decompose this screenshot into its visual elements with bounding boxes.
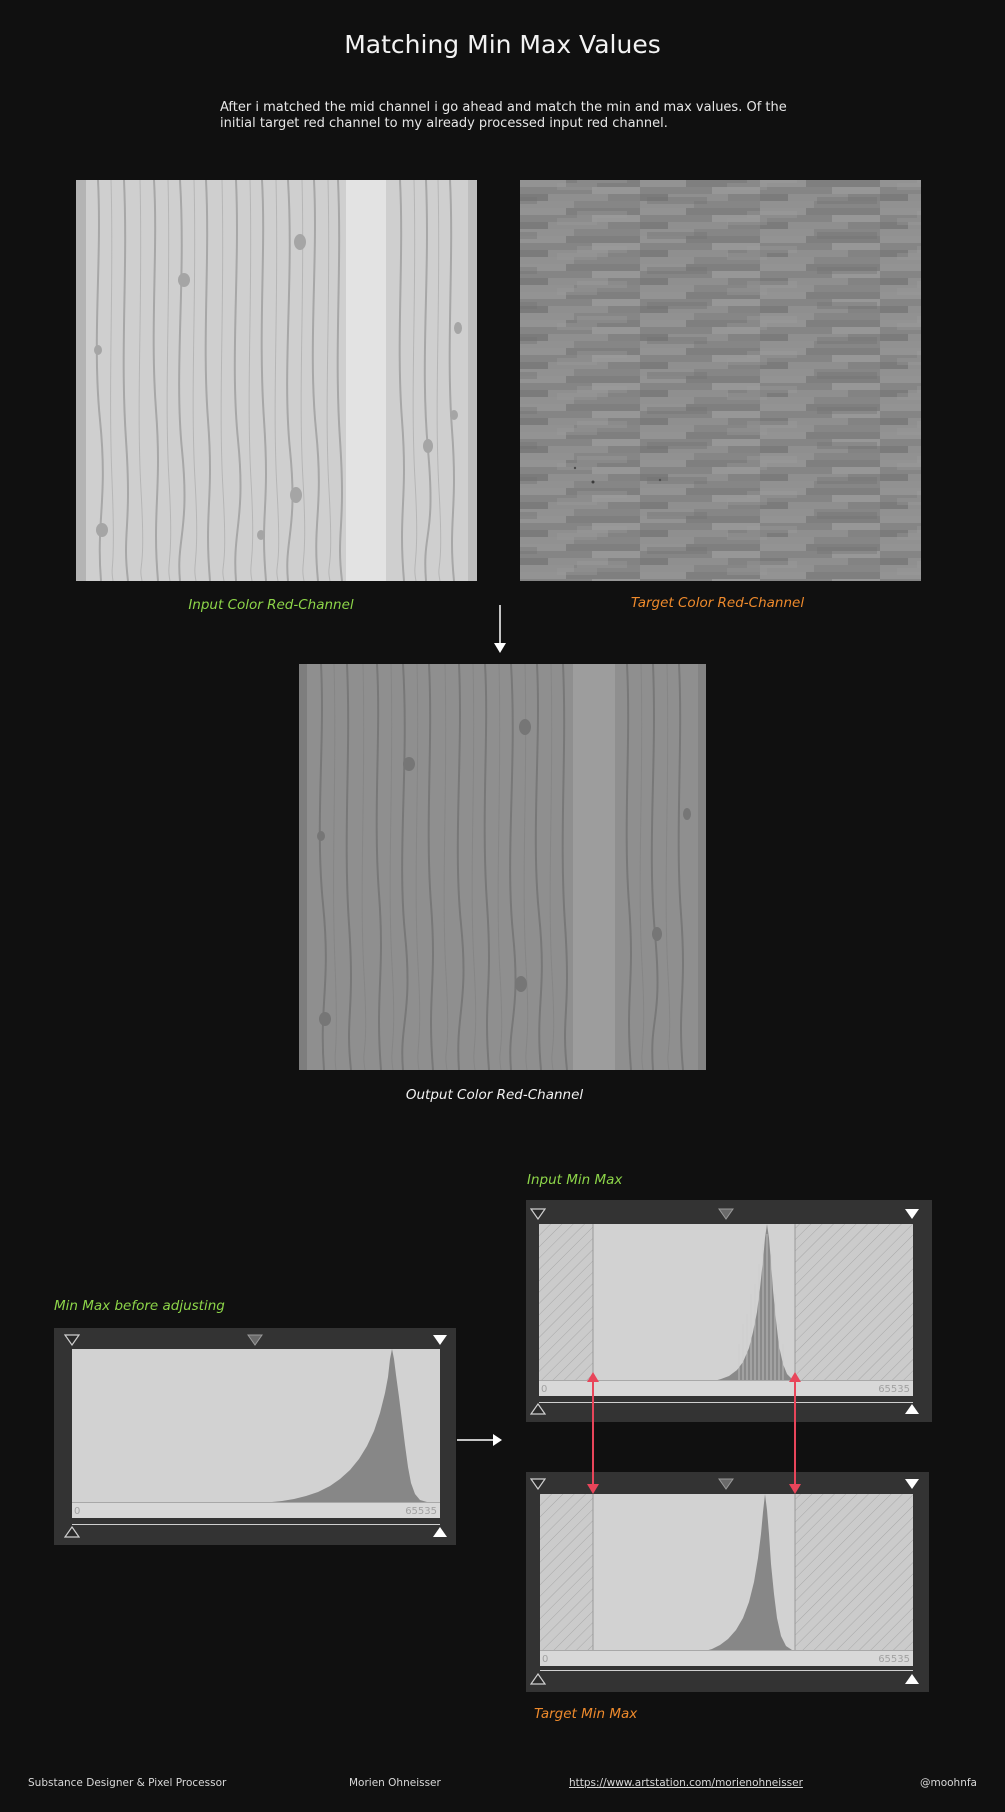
- target-minmax-graph: [540, 1494, 913, 1666]
- before-min-value: 0: [74, 1506, 81, 1517]
- input-red-channel-image: [76, 180, 477, 581]
- target-min-value: 0: [542, 1654, 549, 1665]
- footer-artstation-link[interactable]: https://www.artstation.com/morienohneisser: [569, 1777, 803, 1789]
- target-max-slider-handle-icon[interactable]: [904, 1673, 920, 1685]
- before-histogram-panel: [54, 1328, 456, 1545]
- input-max-output-handle-icon[interactable]: [530, 1208, 546, 1220]
- target-max-value: 65535: [878, 1654, 910, 1665]
- target-min-slider-handle-icon[interactable]: [530, 1673, 546, 1685]
- arrow-right-icon: [457, 1433, 503, 1447]
- target-max-handle-icon[interactable]: [904, 1478, 920, 1490]
- input-red-channel-label: Input Color Red-Channel: [188, 597, 354, 613]
- before-input-slider-track: [72, 1524, 440, 1525]
- before-histogram-scale: [72, 1502, 440, 1518]
- before-max-handle-icon[interactable]: [432, 1334, 448, 1346]
- input-minmax-graph: [539, 1224, 913, 1396]
- target-mid-handle-icon[interactable]: [718, 1478, 734, 1490]
- input-minmax-label: Input Min Max: [527, 1172, 623, 1188]
- min-match-arrow-icon: [586, 1372, 600, 1494]
- footer-handle: @moohnfa: [919, 1777, 977, 1789]
- before-input-max-handle-icon[interactable]: [432, 1526, 448, 1538]
- page-description: After i matched the mid channel i go ahead and match the min and max values. Of the initial target red channel to my already processed input red channel.: [220, 100, 787, 131]
- page-title: Matching Min Max Values: [344, 30, 661, 59]
- target-slider-track: [540, 1670, 913, 1671]
- target-max-output-handle-icon[interactable]: [530, 1478, 546, 1490]
- input-min-value: 0: [541, 1384, 548, 1395]
- input-max-slider-handle-icon[interactable]: [904, 1403, 920, 1415]
- output-red-channel-label: Output Color Red-Channel: [405, 1087, 584, 1103]
- arrow-down-icon: [492, 605, 508, 655]
- input-mid-handle-icon[interactable]: [718, 1208, 734, 1220]
- input-min-slider-handle-icon[interactable]: [530, 1403, 546, 1415]
- target-minmax-label: Target Min Max: [534, 1706, 638, 1722]
- footer-author: Morien Ohneisser: [349, 1777, 441, 1789]
- before-histogram-graph: [72, 1349, 440, 1518]
- target-minmax-scale: [540, 1650, 913, 1666]
- output-red-channel-image: [299, 664, 706, 1070]
- before-max-output-handle-icon[interactable]: [64, 1334, 80, 1346]
- before-input-min-handle-icon[interactable]: [64, 1526, 80, 1538]
- footer-tool-credit: Substance Designer & Pixel Processor: [28, 1777, 227, 1789]
- target-red-channel-image: [520, 180, 921, 581]
- target-red-channel-label: Target Color Red-Channel: [630, 595, 805, 611]
- before-mid-handle-icon[interactable]: [247, 1334, 263, 1346]
- before-max-value: 65535: [405, 1506, 437, 1517]
- input-max-value: 65535: [878, 1384, 910, 1395]
- input-max-handle-icon[interactable]: [904, 1208, 920, 1220]
- before-histogram-label: Min Max before adjusting: [54, 1298, 225, 1314]
- max-match-arrow-icon: [788, 1372, 802, 1494]
- target-minmax-panel: [526, 1472, 929, 1692]
